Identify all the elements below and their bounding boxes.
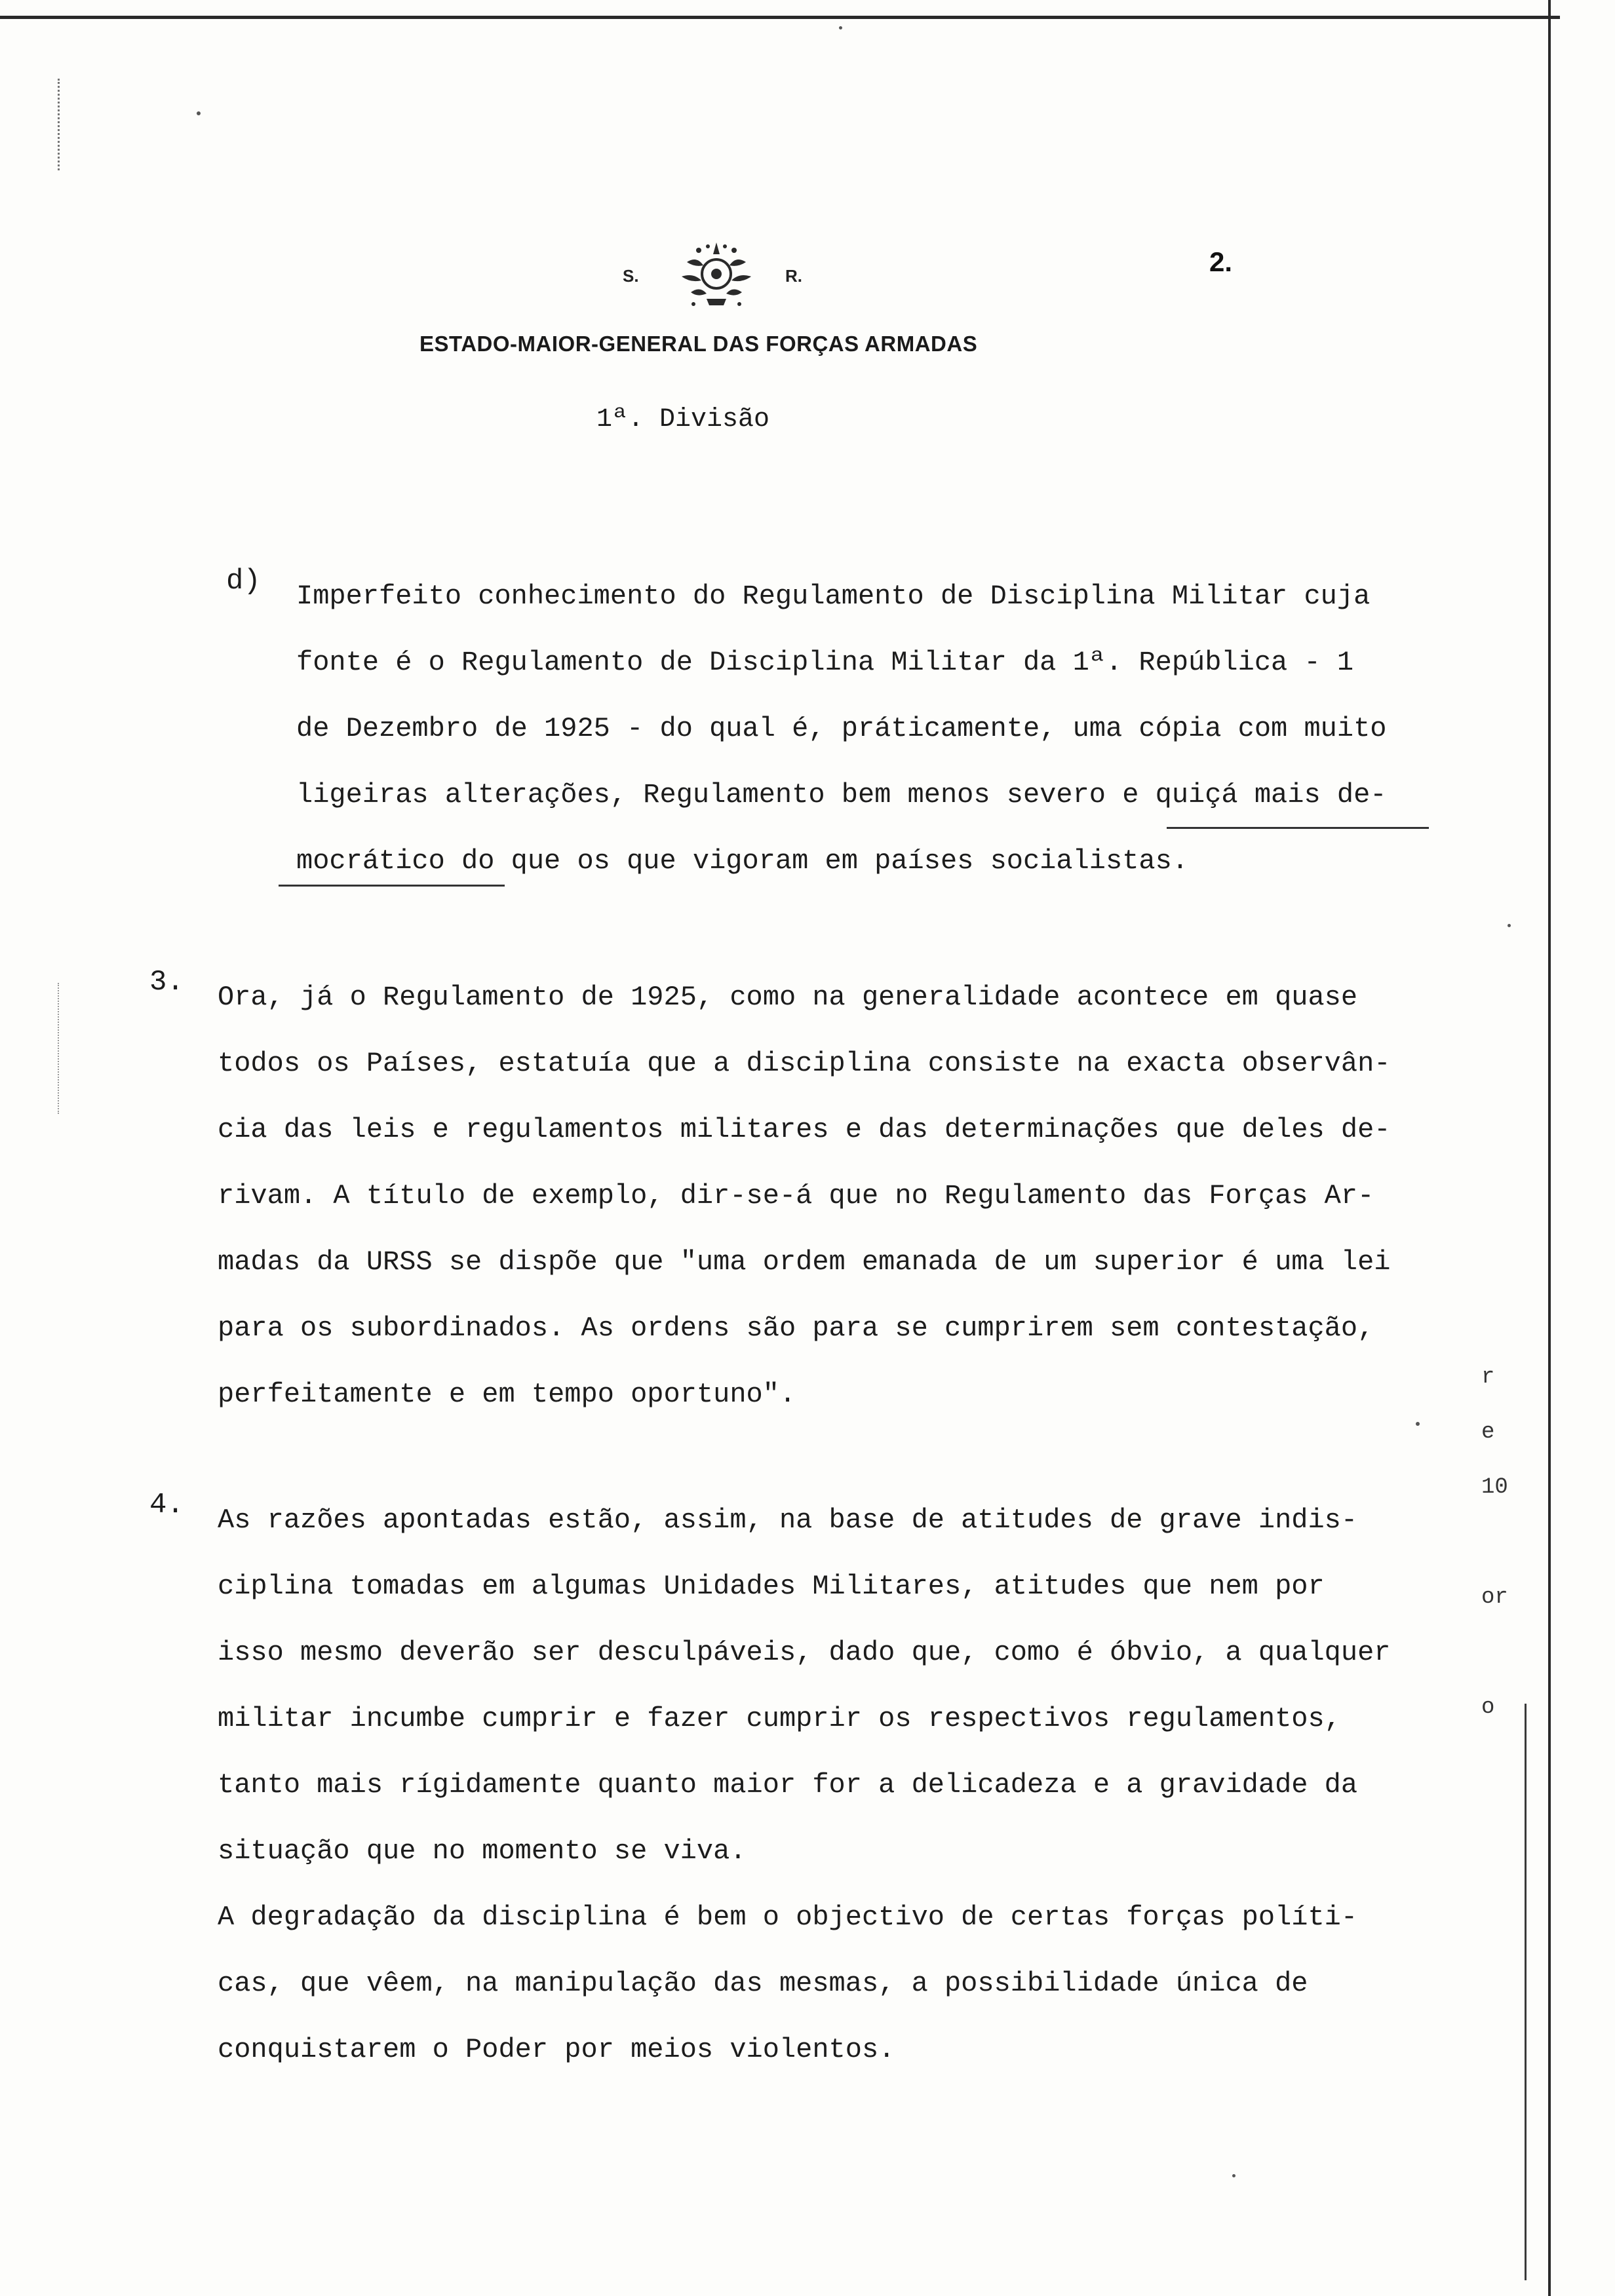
organization-title: ESTADO-MAIOR-GENERAL DAS FORÇAS ARMADAS	[419, 332, 978, 356]
text-line: rivam. A título de exemplo, dir-se-á que no Regulamento das Forças Ar-	[218, 1180, 1374, 1212]
text-line: ligeiras alterações, Regulamento bem menos severo e quiçá mais de-	[296, 779, 1387, 811]
page-number: 2.	[1209, 246, 1233, 277]
handwritten-underline	[1167, 827, 1429, 829]
scan-edge-right-inner	[1525, 1704, 1527, 2280]
text-line: de Dezembro de 1925 - do qual é, práticamente, uma cópia com muito	[296, 713, 1387, 744]
text-line: As razões apontadas estão, assim, na base de atitudes de grave indis-	[218, 1504, 1358, 1536]
text-line: cas, que vêem, na manipulação das mesmas, a possibilidade única de	[218, 1968, 1308, 1999]
margin-fragments	[1481, 1350, 1540, 1735]
text-line: situação que no momento se viva.	[218, 1835, 747, 1867]
text-line: madas da URSS se dispõe que "uma ordem emanada de um superior é uma lei	[218, 1246, 1391, 1278]
margin-fragment	[1481, 1625, 1540, 1680]
text-line: para os subordinados. As ordens são para se cumprirem sem contestação,	[218, 1312, 1374, 1344]
section-marker: d)	[226, 565, 261, 598]
scan-edge-right	[1548, 0, 1551, 2296]
text-line: Ora, já o Regulamento de 1925, como na generalidade acontece em quase	[218, 982, 1358, 1013]
scan-speck	[1416, 1422, 1420, 1426]
emblem-letter-left: S.	[623, 266, 639, 286]
margin-fragment: o	[1481, 1695, 1495, 1720]
text-line: cia das leis e regulamentos militares e das determinações que deles de-	[218, 1114, 1391, 1145]
text-line: mocrático do que os que vigoram em países socialistas.	[296, 845, 1189, 877]
text-line: conquistarem o Poder por meios violentos.	[218, 2034, 895, 2065]
letterhead-emblem-row	[616, 236, 852, 315]
scan-mark-left	[58, 79, 65, 170]
text-line: todos os Países, estatuía que a disciplina consiste na exacta observân-	[218, 1048, 1391, 1079]
text-line: perfeitamente e em tempo oportuno".	[218, 1379, 796, 1410]
text-line: isso mesmo deverão ser desculpáveis, dado que, como é óbvio, a qualquer	[218, 1637, 1391, 1668]
margin-fragment: 10	[1481, 1475, 1508, 1500]
text-line: Imperfeito conhecimento do Regulamento de Disciplina Militar cuja	[296, 581, 1371, 612]
scan-speck	[1508, 924, 1511, 927]
margin-fragment: r	[1481, 1365, 1495, 1390]
scan-mark-left-lower	[58, 983, 64, 1114]
text-line: ciplina tomadas em algumas Unidades Militares, atitudes que nem por	[218, 1571, 1325, 1602]
handwritten-underline	[279, 885, 505, 887]
scan-speck	[839, 26, 842, 29]
margin-fragment: e	[1481, 1420, 1495, 1445]
paragraph-3	[218, 965, 1391, 1428]
paragraph-d	[296, 564, 1386, 894]
scan-edge-top	[0, 16, 1560, 19]
section-marker: 4.	[149, 1489, 184, 1521]
text-line: A degradação da disciplina é bem o objectivo de certas forças políti-	[218, 1902, 1358, 1933]
scan-speck	[197, 111, 201, 115]
emblem-letter-right: R.	[785, 266, 802, 286]
division-heading: 1ª. Divisão	[596, 405, 770, 434]
coat-of-arms-emblem-icon	[667, 236, 766, 312]
section-marker: 3.	[149, 966, 184, 999]
text-line: tanto mais rígidamente quanto maior for a delicadeza e a gravidade da	[218, 1769, 1358, 1801]
margin-fragment: or	[1481, 1585, 1508, 1610]
margin-fragment	[1481, 1515, 1540, 1570]
scan-speck	[1232, 2174, 1236, 2177]
text-line: fonte é o Regulamento de Disciplina Militar da 1ª. República - 1	[296, 647, 1354, 678]
paragraph-4	[218, 1487, 1391, 2083]
text-line: militar incumbe cumprir e fazer cumprir os respectivos regulamentos,	[218, 1703, 1341, 1734]
